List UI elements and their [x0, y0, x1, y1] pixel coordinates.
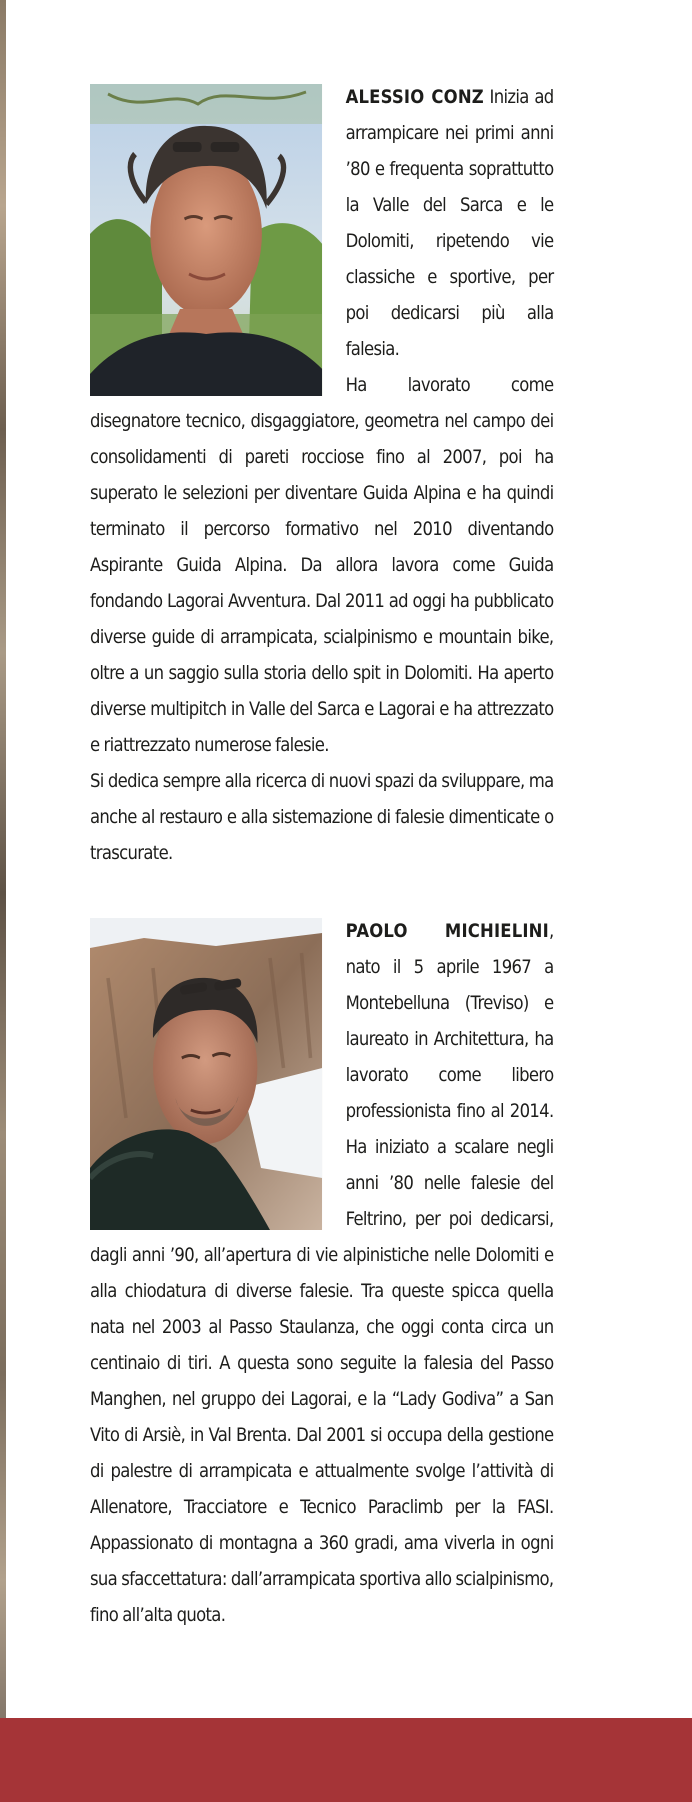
- bottom-color-band: [0, 1718, 692, 1802]
- portrait-photo: [90, 84, 322, 396]
- bio-paragraph: Si dedica sempre alla ricerca di nuovi spazi da sviluppare, ma anche al restauro e alla sistemazione di falesie dimenticate o trascurate.: [90, 771, 554, 864]
- bio-paragraph: Ha lavorato come disegnatore tecnico, disgaggiatore, geometra nel campo dei consolidamenti di pareti rocciose fino al 2007, poi ha superato le selezioni per diventare Guida Alpina e ha quindi terminato il percorso formativo nel 2010 diventando Aspirante Guida Alpina. Da allora lavora come Guida fondando Lagorai Avventura. Dal 2011 ad oggi ha pubblicato diverse guide di arrampicata, scialpinismo e mountain bike, oltre a un saggio sulla storia dello spit in Dolomiti. Ha aperto diverse multipitch in Valle del Sarca e Lagorai e ha attrezzato e riattrezzato numerose falesie.: [90, 375, 554, 756]
- left-edge-photo-strip: [0, 0, 6, 1718]
- author-name: ALESSIO CONZ: [345, 87, 484, 108]
- bio-alessio-conz: [90, 80, 554, 872]
- bio-intro: Inizia ad arrampicare nei primi anni ’80 e frequenta soprattutto la Valle del Sarca e le Dolomiti, ripetendo vie classiche e sportive, per poi dedicarsi più alla falesia.: [345, 87, 554, 360]
- bio-paolo-michielini: [90, 914, 554, 1634]
- author-name: PAOLO MICHIELINI: [345, 921, 549, 942]
- bio-intro: , nato il 5 aprile 1967 a Montebelluna (Treviso) e laureato in Architettura, ha lavorato come libero professionista fino al 2014. Ha iniziato a scalare negli anni ’80 nelle falesie del Feltrino, per poi dedicarsi, dagli anni ’90, all’apertura di vie alpinistiche nelle Dolomiti e alla chiodatura di diverse falesie. Tra queste spicca quella nata nel 2003 al Passo Staulanza, che oggi conta circa un centinaio di tiri. A questa sono seguite la falesia del Passo Manghen, nel gruppo dei Lagorai, e la “Lady Godiva” a San Vito di Arsiè, in Val Brenta. Dal 2001 si occupa della gestione di palestre di arrampicata e attualmente svolge l’attività di Allenatore, Tracciatore e Tecnico Paraclimb per la FASI. Appassionato di montagna a 360 gradi, ama viverla in ogni sua sfaccettatura: dall’arrampicata sportiva allo scialpinismo, fino all’alta quota.: [90, 921, 554, 1626]
- portrait-paolo-michielini: [90, 918, 322, 1230]
- portrait-photo: [90, 918, 322, 1230]
- portrait-alessio-conz: [90, 84, 322, 396]
